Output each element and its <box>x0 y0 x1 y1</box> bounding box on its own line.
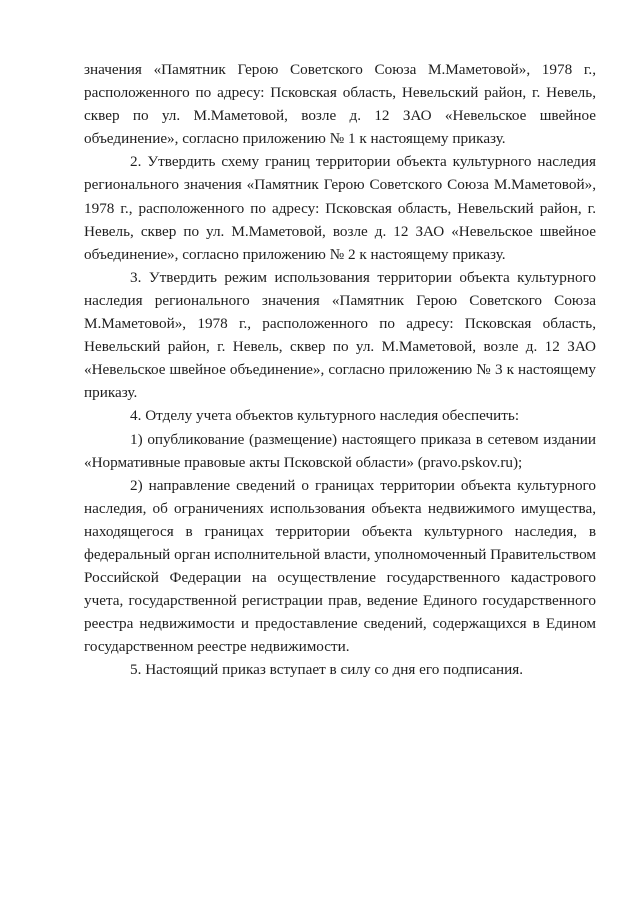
paragraph-item-5: 5. Настоящий приказ вступает в силу со дня его подписания. <box>130 661 524 679</box>
paragraph-item-3: 3. Утвердить режим использования территории объекта культурного наследия регионального значения «Памятник Герою Советского Союза М.Маметовой», 1978 г., расположенного по адресу: Псковская область, Невельский район, г. Невель, сквер по ул. М.Маметовой, возле д. 12 ЗАО «Невельское швейное объединение», согласно приложению № 3 к настоящему приказу. <box>84 268 596 402</box>
paragraph-continuation: значения «Памятник Герою Советского Союза М.Маметовой», 1978 г., расположенного по адресу: Псковская область, Невельский район, г. Невель, сквер по ул. М.Маметовой, возле д. 12 ЗАО «Невельское швейное объединение», согласно приложению № 1 к настоящему приказу. <box>84 61 596 148</box>
document-body <box>84 58 596 682</box>
paragraph-item-2: 2. Утвердить схему границ территории объекта культурного наследия регионального значения «Памятник Герою Советского Союза М.Маметовой», 1978 г., расположенного по адресу: Псковская область, Невельский район, г. Невель, сквер по ул. М.Маметовой, возле д. 12 ЗАО «Невельское швейное объединение», согласно приложению № 2 к настоящему приказу. <box>84 153 596 263</box>
paragraph-item-4: 4. Отделу учета объектов культурного наследия обеспечить: <box>130 407 520 425</box>
paragraph-subitem-1: 1) опубликование (размещение) настоящего приказа в сетевом издании «Нормативные правовые акты Псковской области» (pravo.pskov.ru); <box>84 430 596 471</box>
paragraph-subitem-2: 2) направление сведений о границах территории объекта культурного наследия, об ограничениях использования объекта недвижимого имущества, находящегося в границах территории объекта культурного наследия, в федеральный орган исполнительной власти, уполномоченный Правительством Российской Федерации на осуществление государственного кадастрового учета, государственной регистрации прав, ведение Единого государственного реестра недвижимости и предоставление сведений, содержащихся в Едином государственном реестре недвижимости. <box>84 476 596 656</box>
